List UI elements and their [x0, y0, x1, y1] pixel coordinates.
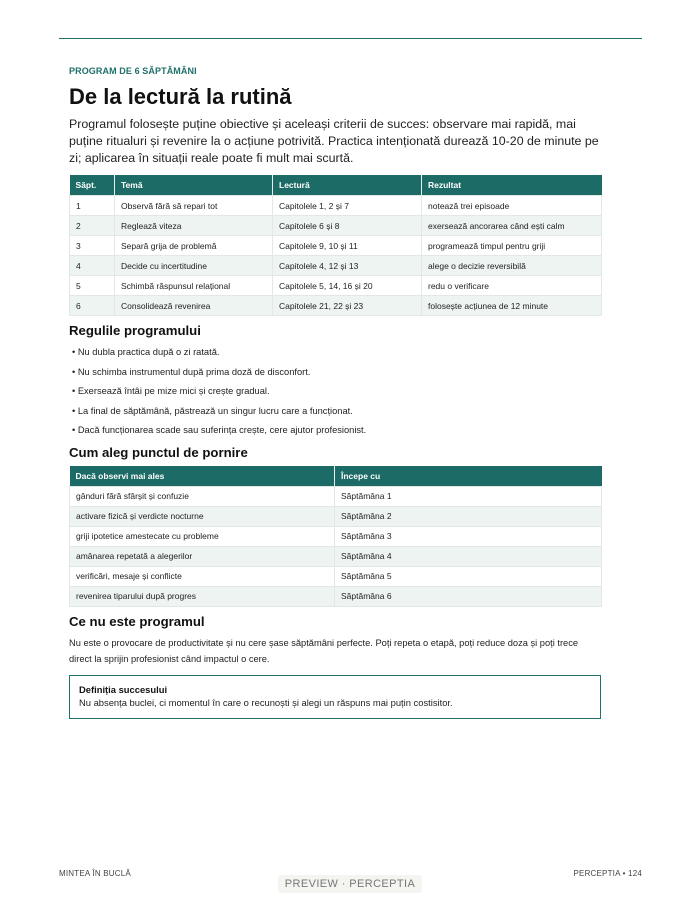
callout-text: Nu absența buclei, ci momentul în care o recunoști și alegi un răspuns mai puțin costisitor.: [79, 696, 453, 708]
table-row: [70, 586, 602, 606]
list-item: • Exersează întâi pe mize mici și crește gradual.: [72, 386, 270, 397]
page-title: De la lectură la rutină: [69, 84, 292, 109]
schedule-header-reading: Lectură: [273, 175, 422, 196]
start-header-row: [70, 466, 602, 487]
observe-cell: gânduri fără sfârșit și confuzie: [70, 486, 335, 506]
result-cell: programează timpul pentru griji: [422, 236, 602, 256]
reading-cell: Capitolele 21, 22 și 23: [273, 296, 422, 316]
intro-paragraph: Programul folosește puține obiective și aceleași criterii de succes: observare mai rapidă, mai puține ritualuri și revenire la o acțiune potrivită. Practica intenționată durează 10-20 de minute pe zi; aplicarea în situații reale poate fi mult mai scurtă.: [69, 117, 599, 165]
begin-cell: Săptămâna 6: [335, 586, 602, 606]
start-header-observe: Dacă observi mai ales: [70, 466, 335, 487]
observe-cell: activare fizică și verdicte nocturne: [70, 506, 335, 526]
begin-cell: Săptămâna 5: [335, 566, 602, 586]
theme-cell: Observă fără să repari tot: [115, 196, 273, 216]
table-row: [70, 296, 602, 316]
observe-cell: verificări, mesaje și conflicte: [70, 566, 335, 586]
theme-cell: Separă grija de problemă: [115, 236, 273, 256]
table-row: [70, 566, 602, 586]
reading-cell: Capitolele 4, 12 și 13: [273, 256, 422, 276]
schedule-header-result: Rezultat: [422, 175, 602, 196]
reading-cell: Capitolele 1, 2 și 7: [273, 196, 422, 216]
theme-cell: Reglează viteza: [115, 216, 273, 236]
list-item: • Dacă funcționarea scade sau suferința crește, cere ajutor profesionist.: [72, 425, 367, 436]
begin-cell: Săptămâna 2: [335, 506, 602, 526]
result-cell: redu o verificare: [422, 276, 602, 296]
week-cell: 6: [70, 296, 115, 316]
begin-cell: Săptămâna 1: [335, 486, 602, 506]
start-header-begin: Începe cu: [335, 466, 602, 487]
result-cell: alege o decizie reversibilă: [422, 256, 602, 276]
not-program-paragraph: Nu este o provocare de productivitate și nu cere șase săptămâni perfecte. Poți repeta o etapă, poți reduce doza și poți trece direct la sprijin profesionist când impactul o cere.: [69, 637, 579, 664]
week-cell: 4: [70, 256, 115, 276]
theme-cell: Schimbă răspunsul relațional: [115, 276, 273, 296]
schedule-header-row: [70, 175, 602, 196]
table-row: [70, 486, 602, 506]
footer-book-title: MINTEA ÎN BUCLĂ: [59, 869, 131, 878]
schedule-header-theme: Temă: [115, 175, 273, 196]
begin-cell: Săptămâna 4: [335, 546, 602, 566]
page-content: [69, 66, 601, 719]
success-callout: [69, 675, 601, 719]
start-heading: Cum aleg punctul de pornire: [69, 444, 248, 460]
reading-cell: Capitolele 9, 10 și 11: [273, 236, 422, 256]
observe-cell: griji ipotetice amestecate cu probleme: [70, 526, 335, 546]
schedule-table: [69, 175, 602, 316]
result-cell: exersează ancorarea când ești calm: [422, 216, 602, 236]
table-row: [70, 196, 602, 216]
week-cell: 1: [70, 196, 115, 216]
table-row: [70, 216, 602, 236]
top-rule: [59, 38, 642, 39]
result-cell: folosește acțiunea de 12 minute: [422, 296, 602, 316]
preview-watermark: PREVIEW · PERCEPTIA: [278, 875, 422, 893]
begin-cell: Săptămâna 3: [335, 526, 602, 546]
table-row: [70, 236, 602, 256]
table-row: [70, 276, 602, 296]
not-program-heading: Ce nu este programul: [69, 613, 205, 629]
observe-cell: revenirea tiparului după progres: [70, 586, 335, 606]
section-eyebrow: PROGRAM DE 6 SĂPTĂMÂNI: [69, 66, 197, 76]
table-row: [70, 546, 602, 566]
week-cell: 3: [70, 236, 115, 256]
callout-title: Definiția succesului: [79, 683, 168, 695]
theme-cell: Decide cu incertitudine: [115, 256, 273, 276]
rules-heading: Regulile programului: [69, 323, 201, 338]
list-item: • La final de săptămână, păstrează un singur lucru care a funcționat.: [72, 405, 353, 416]
table-row: [70, 526, 602, 546]
week-cell: 2: [70, 216, 115, 236]
reading-cell: Capitolele 6 și 8: [273, 216, 422, 236]
list-item: • Nu schimba instrumentul după prima doză de disconfort.: [72, 366, 311, 377]
observe-cell: amânarea repetată a alegerilor: [70, 546, 335, 566]
reading-cell: Capitolele 5, 14, 16 și 20: [273, 276, 422, 296]
week-cell: 5: [70, 276, 115, 296]
list-item: • Nu dubla practica după o zi ratată.: [72, 347, 220, 357]
start-table: [69, 466, 602, 607]
schedule-header-week: Săpt.: [70, 175, 115, 196]
footer-page-number: PERCEPTIA • 124: [573, 869, 642, 878]
rules-list: [69, 343, 601, 441]
theme-cell: Consolidează revenirea: [115, 296, 273, 316]
result-cell: notează trei episoade: [422, 196, 602, 216]
table-row: [70, 506, 602, 526]
table-row: [70, 256, 602, 276]
